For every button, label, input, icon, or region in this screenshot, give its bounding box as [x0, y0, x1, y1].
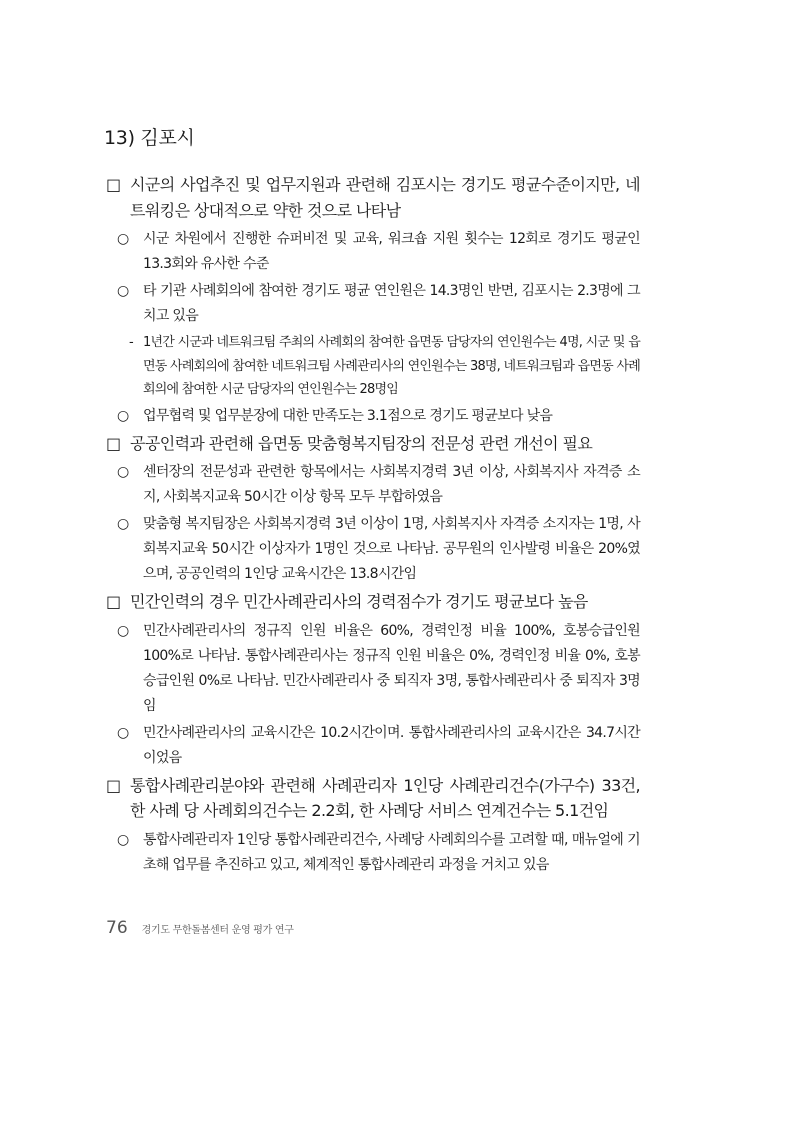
square-bullet-icon: □ — [106, 775, 121, 795]
circle-item-supervision — [117, 227, 640, 277]
square-bullet-icon: □ — [106, 433, 121, 453]
square-item-text: 시군의 사업추진 및 업무지원과 관련해 김포시는 경기도 평균수준이지만, 네트워킹은 상대적으로 약한 것으로 나타남 — [130, 175, 640, 220]
square-bullet-icon: □ — [106, 592, 121, 611]
square-item-case-management — [106, 773, 640, 824]
page-number: 76 — [106, 918, 128, 938]
square-bullet-icon: □ — [106, 175, 121, 194]
square-item-text: 통합사례관리분야와 관련해 사례관리자 1인당 사례관리건수(가구수) 33건, 한 사례 당 사례회의건수는 2.2회, 한 사례당 서비스 연계건수는 5.1건임 — [130, 775, 640, 820]
circle-item-text: 통합사례관리자 1인당 통합사례관리건수, 사례당 사례회의수를 고려할 때, 매뉴얼에 기초해 업무를 추진하고 있고, 체계적인 통합사례관리 과정을 거치고 있음 — [143, 831, 640, 873]
circle-item-case-meeting — [117, 279, 640, 329]
circle-bullet-icon: ○ — [117, 831, 129, 848]
circle-bullet-icon: ○ — [117, 622, 129, 639]
circle-bullet-icon: ○ — [117, 464, 129, 480]
running-title: 경기도 무한돌봄센터 운영 평가 연구 — [141, 925, 294, 936]
circle-bullet-icon: ○ — [117, 283, 129, 299]
circle-item-text: 민간사례관리사의 정규직 인원 비율은 60%, 경력인정 비율 100%, 호봉승급인원 100%로 나타남. 통합사례관리사는 정규직 인원 비율은 0%, 경력인정 비율 0%, 호봉승급인원 0%로 나타남. 민간사례관리사 중 퇴직자 3명, 통합사례관리사 중 퇴직자 3명임 — [143, 622, 640, 714]
dash-item-participants — [129, 331, 640, 402]
circle-item-satisfaction — [117, 404, 640, 429]
square-item-networking — [106, 172, 640, 223]
circle-item-text: 민간사례관리사의 교육시간은 10.2시간이며. 통합사례관리사의 교육시간은 34.7시간이었음 — [143, 724, 640, 766]
circle-item-text: 타 기관 사례회의에 참여한 경기도 평균 연인원은 14.3명인 반면, 김포시는 2.3명에 그치고 있음 — [143, 283, 640, 324]
circle-item-employment-ratio — [117, 619, 640, 719]
page-footer — [106, 918, 294, 938]
square-item-text: 공공인력과 관련해 읍면동 맞춤형복지팀장의 전문성 관련 개선이 필요 — [130, 433, 593, 453]
circle-bullet-icon: ○ — [117, 407, 129, 424]
dash-item-text: 1년간 시군과 네트워크팀 주최의 사례회의 참여한 읍면동 담당자의 연인원수는 4명, 시군 및 읍면동 사례회의에 참여한 네트워크팀 사례관리사의 연인원수는 38명, 네트워크팀과 읍면동 사례회의에 참여한 시군 담당자의 연인원수는 28명임 — [143, 335, 640, 397]
circle-bullet-icon: ○ — [117, 516, 129, 532]
square-item-public-staff — [106, 431, 640, 457]
circle-item-team-leader — [117, 512, 640, 587]
circle-item-text: 센터장의 전문성과 관련한 항목에서는 사회복지경력 3년 이상, 사회복지사 자격증 소지, 사회복지교육 50시간 이상 항목 모두 부합하였음 — [143, 464, 640, 505]
circle-item-text: 업무협력 및 업무분장에 대한 만족도는 3.1점으로 경기도 평균보다 낮음 — [143, 407, 553, 424]
circle-item-training-hours — [117, 721, 640, 771]
dash-bullet-icon: - — [129, 335, 133, 350]
circle-item-center-head — [117, 460, 640, 510]
circle-item-text: 시군 차원에서 진행한 슈퍼비전 및 교육, 워크숍 지원 횟수는 12회로 경기도 평균인 13.3회와 유사한 수준 — [143, 231, 640, 272]
circle-bullet-icon: ○ — [117, 231, 129, 247]
square-item-private-staff — [106, 589, 640, 615]
circle-item-text: 맞춤형 복지팀장은 사회복지경력 3년 이상이 1명, 사회복지사 자격증 소지자는 1명, 사회복지교육 50시간 이상자가 1명인 것으로 나타남. 공무원의 인사발령 비율은 20%였으며, 공공인력의 1인당 교육시간은 13.8시간임 — [143, 516, 640, 582]
square-item-text: 민간인력의 경우 민간사례관리사의 경력점수가 경기도 평균보다 높음 — [130, 592, 588, 611]
circle-bullet-icon: ○ — [117, 724, 129, 741]
section-heading: 13) 김포시 — [104, 127, 195, 149]
circle-item-manual-based — [117, 828, 640, 878]
section-content — [106, 172, 640, 880]
